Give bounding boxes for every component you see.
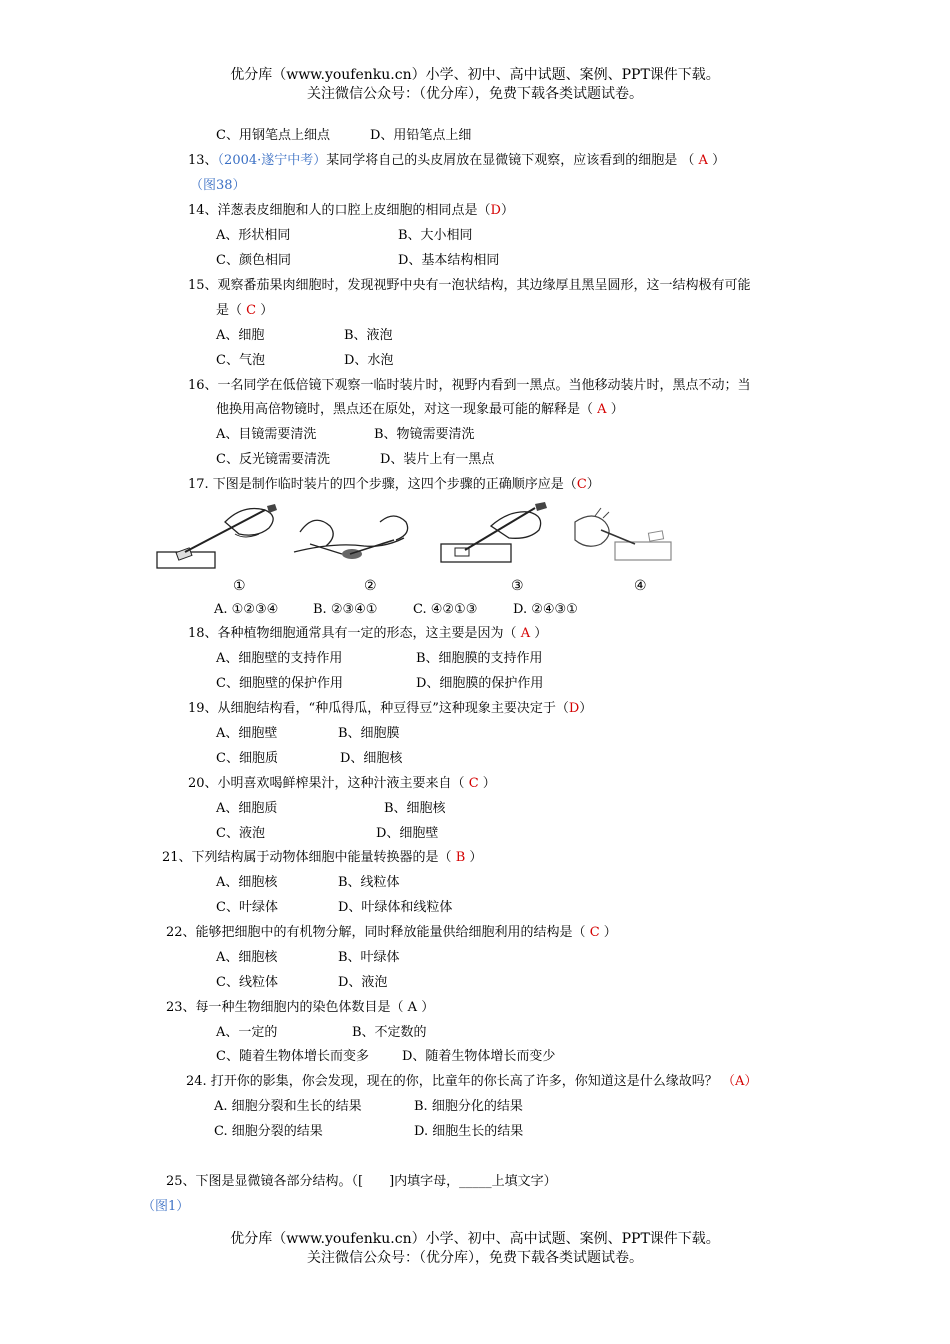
step-label-4: ④: [634, 578, 647, 594]
q17-option-d: D. ②④③①: [513, 602, 578, 617]
q19-option-d: D、细胞核: [340, 751, 403, 766]
q13-figure-ref: （图38）: [190, 178, 246, 193]
q15-question: 15、观察番茄果肉细胞时，发现视野中央有一泡状结构，其边缘厚且黑呈圆形，这一结构极有可能: [188, 278, 751, 293]
q17-close: ）: [586, 477, 600, 492]
q15-answer: C: [246, 303, 257, 318]
q14-answer: D: [490, 203, 501, 218]
q18-option-d: D、细胞膜的保护作用: [416, 676, 544, 691]
q14-close: ）: [500, 203, 514, 218]
q17-option-c: C. ④②①③: [413, 602, 478, 617]
q17-option-a: A. ①②③④: [214, 602, 279, 617]
q21-close: ）: [469, 850, 483, 865]
q24-option-b: B. 细胞分化的结果: [414, 1099, 523, 1114]
q15-option-a: A、细胞: [216, 328, 265, 343]
q14-option-b: B、大小相同: [398, 228, 473, 243]
q16-option-d: D、装片上有一黑点: [380, 452, 495, 467]
q15-close: ）: [260, 303, 274, 318]
header-line-1: 优分库（www.youfenku.cn）小学、初中、高中试题、案例、PPT课件下载。: [230, 67, 720, 83]
q24-question: [186, 1072, 757, 1092]
q23-option-a: A、一定的: [216, 1025, 278, 1040]
q20-option-a: A、细胞质: [216, 801, 278, 816]
q18-question: [188, 624, 547, 644]
q20-answer: C: [468, 776, 479, 791]
q23-option-b: B、不定数的: [352, 1025, 427, 1040]
q21-option-c: C、叶绿体: [216, 900, 278, 915]
q19-option-b: B、细胞膜: [338, 726, 400, 741]
q19-text: 19、从细胞结构看，“种瓜得瓜，种豆得豆”这种现象主要决定于（: [188, 701, 569, 716]
q14-option-a: A、形状相同: [216, 228, 291, 243]
q22-close: ）: [603, 925, 617, 940]
q24-option-d: D. 细胞生长的结果: [414, 1124, 524, 1139]
q18-answer: A: [520, 626, 531, 641]
q21-text: 21、下列结构属于动物体细胞中能量转换器的是（: [162, 850, 452, 865]
step-2-illustration: [290, 502, 415, 574]
q15-text2: 是（: [216, 303, 243, 318]
q22-question: [166, 923, 617, 943]
q16-question-cont: [216, 400, 624, 420]
q16-answer: A: [597, 402, 607, 417]
q21-option-d: D、叶绿体和线粒体: [338, 900, 453, 915]
q14-text: 14、洋葱表皮细胞和人的口腔上皮细胞的相同点是（: [188, 203, 491, 218]
footer-line-1: 优分库（www.youfenku.cn）小学、初中、高中试题、案例、PPT课件下载。: [230, 1231, 720, 1247]
q22-answer: C: [589, 925, 600, 940]
q13-source: （2004·遂宁中考）: [217, 153, 327, 168]
q14-option-d: D、基本结构相同: [398, 253, 500, 268]
q18-option-a: A、细胞壁的支持作用: [216, 651, 343, 666]
q13-close: ）: [712, 153, 726, 168]
q15-option-d: D、水泡: [344, 353, 394, 368]
q12-option-c: C、用钢笔点上细点: [216, 128, 330, 143]
q20-option-c: C、液泡: [216, 826, 265, 841]
footer-line-2: 关注微信公众号：（优分库），免费下载各类试题试卷。: [307, 1250, 643, 1266]
q15-option-b: B、液泡: [344, 328, 393, 343]
step-1-illustration: [155, 502, 280, 574]
q17-text: 17. 下图是制作临时装片的四个步骤，这四个步骤的正确顺序应是（: [188, 477, 577, 492]
q20-text: 20、小明喜欢喝鲜榨果汁，这种汁液主要来自（: [188, 776, 465, 791]
q19-question: [188, 699, 592, 719]
q16-option-a: A、目镜需要清洗: [216, 427, 317, 442]
q17-question: [188, 475, 600, 495]
q22-option-d: D、液泡: [338, 975, 388, 990]
q22-option-b: B、叶绿体: [338, 950, 400, 965]
q15-option-c: C、气泡: [216, 353, 265, 368]
q18-close: ）: [534, 626, 548, 641]
q20-option-b: B、细胞核: [384, 801, 446, 816]
q14-option-c: C、颜色相同: [216, 253, 291, 268]
q21-answer: B: [455, 850, 466, 865]
q13-text: 某同学将自己的头皮屑放在显微镜下观察，应该看到的细胞是 （: [326, 153, 695, 168]
step-label-1: ①: [233, 578, 246, 594]
q22-option-c: C、线粒体: [216, 975, 278, 990]
q16-text2: 他换用高倍物镜时，黑点还在原处，对这一现象最可能的解释是（: [216, 402, 594, 417]
q23-option-c: C、随着生物体增长而变多: [216, 1049, 369, 1064]
q13-question: [188, 151, 725, 171]
q25-figure-ref: （图1）: [142, 1199, 190, 1214]
q12-option-d: D、用铅笔点上细: [370, 128, 472, 143]
step-label-3: ③: [511, 578, 524, 594]
q20-option-d: D、细胞壁: [376, 826, 439, 841]
q13-answer: A: [698, 153, 708, 168]
step-3-illustration: [435, 502, 560, 574]
q20-question: [188, 774, 496, 794]
q24-answer: （A）: [721, 1074, 758, 1089]
q23-question: 23、每一种生物细胞内的染色体数目是（ A ）: [166, 1000, 435, 1015]
q14-question: [188, 201, 514, 221]
q22-option-a: A、细胞核: [216, 950, 278, 965]
q22-text: 22、能够把细胞中的有机物分解，同时释放能量供给细胞利用的结构是（: [166, 925, 586, 940]
q16-question: 16、一名同学在低倍镜下观察一临时装片时，视野内看到一黑点。当他移动装片时，黑点不动；当: [188, 378, 751, 393]
q19-close: ）: [579, 701, 593, 716]
q17-option-b: B. ②③④①: [313, 602, 378, 617]
q18-option-c: C、细胞壁的保护作用: [216, 676, 343, 691]
step-label-2: ②: [364, 578, 377, 594]
q24-option-c: C. 细胞分裂的结果: [214, 1124, 323, 1139]
q17-answer: C: [576, 477, 587, 492]
q23-option-d: D、随着生物体增长而变少: [402, 1049, 556, 1064]
q18-option-b: B、细胞膜的支持作用: [416, 651, 543, 666]
q24-text: 24. 打开你的影集，你会发现，现在的你，比童年的你长高了许多，你知道这是什么缘故吗？: [186, 1074, 718, 1089]
q18-text: 18、各种植物细胞通常具有一定的形态，这主要是因为（: [188, 626, 517, 641]
q16-option-c: C、反光镜需要清洗: [216, 452, 330, 467]
q21-question: [162, 848, 482, 868]
q25-question: 25、下图是显微镜各部分结构。（[ ]内填字母，_____上填文字）: [166, 1174, 557, 1189]
q13-number: 13、: [188, 153, 218, 168]
q19-option-a: A、细胞壁: [216, 726, 278, 741]
slide-preparation-figure: [155, 502, 675, 574]
q24-option-a: A. 细胞分裂和生长的结果: [214, 1099, 362, 1114]
header-line-2: 关注微信公众号：（优分库），免费下载各类试题试卷。: [307, 86, 643, 102]
q16-close: ）: [610, 402, 624, 417]
q21-option-b: B、线粒体: [338, 875, 400, 890]
q19-answer: D: [568, 701, 580, 716]
q20-close: ）: [482, 776, 496, 791]
q21-option-a: A、细胞核: [216, 875, 278, 890]
q19-option-c: C、细胞质: [216, 751, 278, 766]
q16-option-b: B、物镜需要清洗: [374, 427, 475, 442]
q15-question-cont: [216, 301, 273, 321]
step-4-illustration: [565, 502, 690, 574]
